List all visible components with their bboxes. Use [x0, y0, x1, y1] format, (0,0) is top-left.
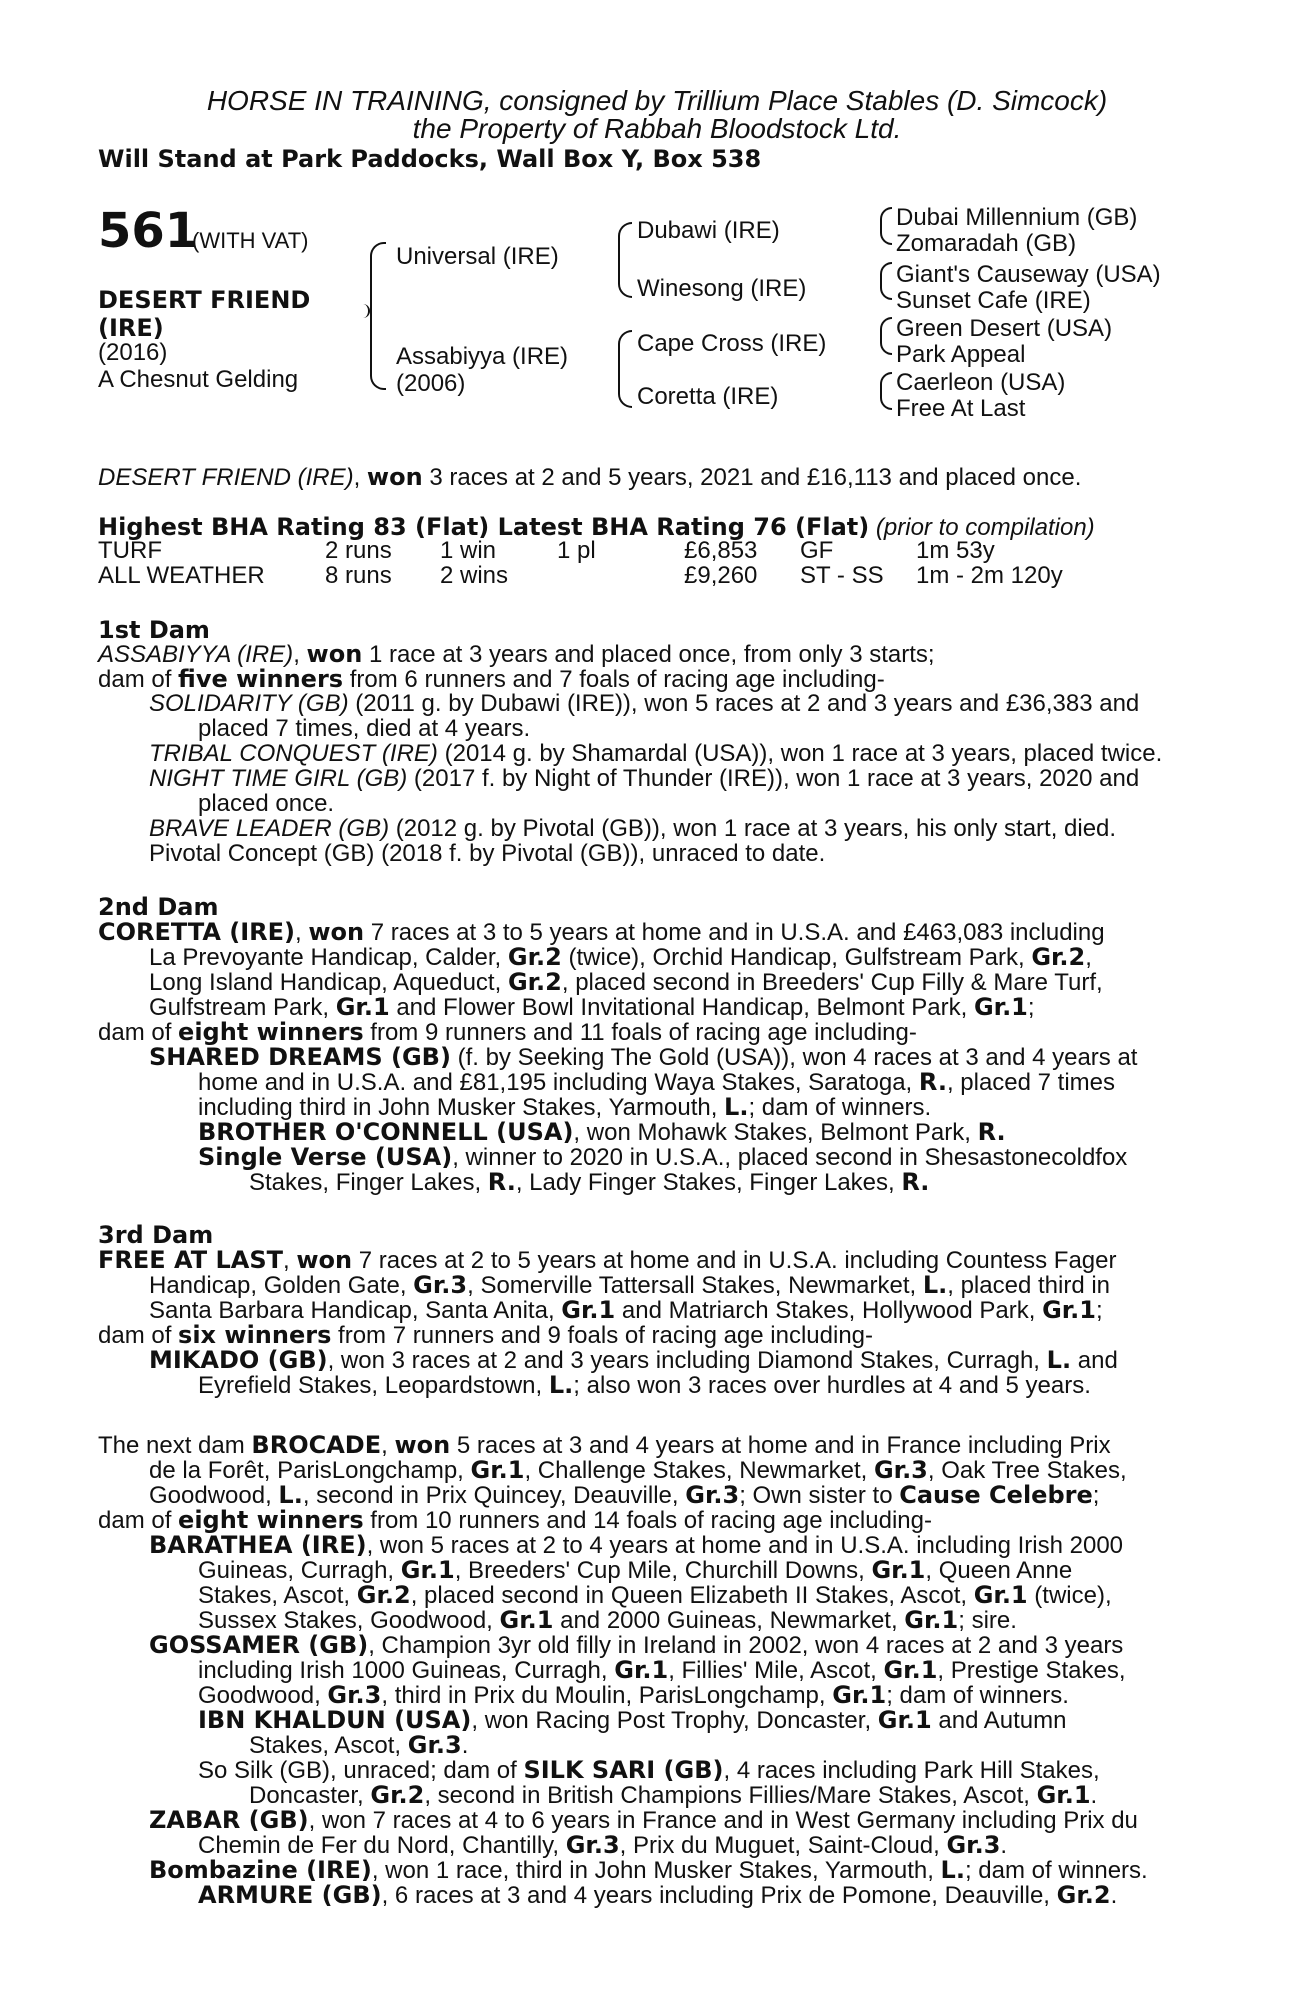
ggd-brace-1b	[880, 335, 892, 355]
progeny-night-time-girl	[149, 766, 1139, 792]
turf-distance: 1m 53y	[916, 537, 995, 564]
progeny-ibn-khaldun-cont	[249, 1732, 468, 1759]
grade: Gr.3	[873, 1456, 928, 1484]
t: , winner to 2020 in U.S.A., placed second in Shesastonecoldfox	[452, 1144, 1128, 1171]
grade: Gr.1	[470, 1456, 525, 1484]
progeny-solidarity-cont: placed 7 times, died at 4 years.	[198, 715, 531, 742]
t: ,	[1085, 944, 1092, 971]
t: .	[1090, 1782, 1098, 1809]
grade: Gr.3	[685, 1481, 740, 1509]
progeny-name: SOLIDARITY (GB)	[149, 690, 349, 717]
horse-suffix: (IRE)	[98, 314, 164, 342]
grade: R.	[487, 1168, 516, 1196]
progeny-name: SHARED DREAMS (GB)	[149, 1043, 451, 1071]
turf-prize: £6,853	[684, 537, 758, 564]
consignor-line: HORSE IN TRAINING, consigned by Trillium Place Stables (D. Simcock)	[206, 85, 1108, 116]
t: and 2000 Guineas, Newmarket,	[553, 1607, 905, 1634]
grade: Gr.3	[407, 1731, 462, 1759]
t: 7 races at 2 to 5 years at home and in U.S.A. including Countess Fager	[352, 1247, 1117, 1274]
next-dam-line3	[149, 1482, 1099, 1509]
progeny-name: Bombazine (IRE)	[149, 1856, 372, 1884]
ggd-1: Green Desert (USA)	[896, 315, 1113, 342]
t: , Fillies' Mile, Ascot,	[668, 1657, 884, 1684]
grade: Gr.1	[1036, 1781, 1091, 1809]
progeny-name: TRIBAL CONQUEST (IRE)	[149, 740, 438, 767]
horse-name: DESERT FRIEND	[98, 286, 311, 314]
t: from 7 runners and 9 foals of racing age including-	[331, 1322, 874, 1349]
t: , won Mohawk Stakes, Belmont Park,	[573, 1119, 978, 1146]
grade: Gr.3	[413, 1271, 468, 1299]
dam-brace	[370, 312, 386, 390]
lot-number: 561	[98, 203, 199, 259]
winners-count: five winners	[178, 665, 344, 693]
t: , Prix du Muguet, Saint-Cloud,	[619, 1832, 947, 1859]
progeny-bombazine	[149, 1857, 1148, 1884]
t: , placed second in Queen Elizabeth II Stakes, Ascot,	[410, 1582, 974, 1609]
t: Handicap, Golden Gate,	[149, 1272, 414, 1299]
progeny-mikado-cont	[198, 1372, 1091, 1399]
t: , placed third in	[947, 1272, 1111, 1299]
t: dam of	[98, 1019, 179, 1046]
third-dam-produce	[98, 1322, 873, 1349]
progeny-text: (2014 g. by Shamardal (USA)), won 1 race at 3 years, placed twice.	[437, 740, 1163, 767]
turf-going: GF	[800, 537, 834, 564]
first-dam-record: 1 race at 3 years and placed once, from only 3 starts;	[362, 641, 935, 668]
grade: Gr.1	[973, 1581, 1028, 1609]
t: Santa Barbara Handicap, Santa Anita,	[149, 1297, 562, 1324]
t: including third in John Musker Stakes, Yarmouth,	[198, 1094, 725, 1121]
ggs-2: Zomaradah (GB)	[896, 230, 1077, 257]
t: (twice), Orchid Handicap, Gulfstream Park,	[561, 944, 1032, 971]
t: , Breeders' Cup Mile, Churchill Downs,	[454, 1557, 872, 1584]
t: (twice),	[1027, 1582, 1112, 1609]
t: Eyrefield Stakes, Leopardstown,	[198, 1372, 549, 1399]
progeny-shared-dreams-cont1	[198, 1069, 1115, 1096]
t: ,	[381, 1432, 395, 1459]
t: Doncaster,	[249, 1782, 371, 1809]
t: , Somerville Tattersall Stakes, Newmarket,	[467, 1272, 923, 1299]
progeny-shared-dreams-cont2	[198, 1094, 931, 1121]
t: , won 5 races at 2 to 4 years at home and in U.S.A. including Irish 2000	[366, 1532, 1124, 1559]
dam-of: dam of	[98, 666, 179, 693]
ggd-4: Free At Last	[896, 395, 1026, 422]
third-dam-name: FREE AT LAST	[98, 1246, 283, 1274]
summary-won: won	[366, 463, 423, 491]
grade: Gr.3	[946, 1831, 1001, 1859]
t: dam of	[98, 1507, 179, 1534]
aw-wins: 2 wins	[440, 562, 509, 589]
t: , placed second in Breeders' Cup Filly & Mare Turf,	[561, 969, 1103, 996]
t: Stakes, Ascot,	[249, 1732, 408, 1759]
ggs-1: Dubai Millennium (GB)	[896, 204, 1138, 231]
stand-location: Will Stand at Park Paddocks, Wall Box Y, Box 538	[98, 145, 762, 173]
progeny-gossamer-cont1	[198, 1657, 1126, 1684]
grade: Gr.1	[400, 1556, 455, 1584]
progeny-so-silk-cont	[249, 1782, 1097, 1809]
grade: L.	[922, 1271, 948, 1299]
grade: Gr.3	[327, 1681, 382, 1709]
dam-year: (2006)	[396, 370, 466, 397]
progeny-text: (2012 g. by Pivotal (GB)), won 1 race at 3 years, his only start, died.	[389, 815, 1117, 842]
t: .	[461, 1732, 469, 1759]
sire-dam: Winesong (IRE)	[637, 275, 807, 302]
t: and Autumn	[931, 1707, 1067, 1734]
t: , Lady Finger Stakes, Finger Lakes,	[515, 1169, 902, 1196]
won-word: won	[306, 640, 363, 668]
third-dam-line2	[149, 1272, 1110, 1299]
next-dam-line2	[149, 1457, 1127, 1484]
record-text: 7 races at 3 to 5 years at home and in U.S.A. and £463,083 including	[364, 919, 1105, 946]
t: , 4 races including Park Hill Stakes,	[723, 1757, 1100, 1784]
progeny-name: SILK SARI (GB)	[523, 1756, 724, 1784]
ggs-brace-2	[880, 262, 892, 282]
turf-surface: TURF	[98, 537, 162, 564]
next-dam-produce	[98, 1507, 932, 1534]
progeny-name: BRAVE LEADER (GB)	[149, 815, 390, 842]
ggs-3: Giant's Causeway (USA)	[896, 261, 1161, 288]
winners-count: six winners	[178, 1321, 332, 1349]
progeny-tribal-conquest	[149, 741, 1162, 767]
grade: Gr.2	[1031, 943, 1086, 971]
progeny-zabar-cont	[198, 1832, 1007, 1859]
sep: ,	[295, 919, 309, 946]
turf-wins: 1 win	[440, 537, 497, 564]
progeny-solidarity	[149, 691, 1139, 717]
grade: R.	[918, 1068, 947, 1096]
t: Stakes, Ascot,	[198, 1582, 357, 1609]
t: ;	[1092, 1482, 1100, 1509]
aw-distance: 1m - 2m 120y	[916, 562, 1063, 589]
won-word: won	[296, 1246, 353, 1274]
grade: L.	[548, 1371, 574, 1399]
t: , Challenge Stakes, Newmarket,	[524, 1457, 874, 1484]
progeny-gossamer	[149, 1632, 1123, 1659]
t: Goodwood,	[198, 1682, 328, 1709]
first-dam-name: ASSABIYYA (IRE)	[98, 641, 294, 668]
second-dam-produce	[98, 1019, 917, 1046]
progeny-single-verse-cont	[249, 1169, 929, 1196]
t: .	[1110, 1882, 1118, 1909]
summary-text: 3 races at 2 and 5 years, 2021 and £16,113 and placed once.	[422, 464, 1082, 491]
t: , Oak Tree Stakes,	[927, 1457, 1127, 1484]
ggs-brace-1	[880, 207, 892, 227]
won-word: won	[394, 1431, 451, 1459]
winners-count: eight winners	[178, 1018, 364, 1046]
t: Goodwood,	[149, 1482, 279, 1509]
progeny-name: Single Verse (USA)	[198, 1143, 453, 1171]
t: (f. by Seeking The Gold (USA)), won 4 races at 3 and 4 years at	[450, 1044, 1138, 1071]
aw-surface: ALL WEATHER	[98, 562, 265, 589]
progeny-barathea-cont1	[198, 1557, 1072, 1584]
grade: R.	[977, 1118, 1006, 1146]
dam-sire: Cape Cross (IRE)	[637, 330, 827, 357]
second-dam-line4	[149, 994, 1035, 1021]
won-word: won	[308, 918, 365, 946]
t: and	[1071, 1347, 1118, 1374]
grade: Gr.2	[507, 968, 562, 996]
t: ; dam of winners.	[748, 1094, 932, 1121]
winners-count: eight winners	[178, 1506, 364, 1534]
vat-note: (WITH VAT)	[192, 228, 309, 253]
t: , 6 races at 3 and 4 years including Prix de Pomone, Deauville,	[381, 1882, 1057, 1909]
t: Stakes, Finger Lakes,	[249, 1169, 488, 1196]
t: La Prevoyante Handicap, Calder,	[149, 944, 508, 971]
t: , placed 7 times	[946, 1069, 1116, 1096]
ggd-brace-2b	[880, 390, 892, 410]
grade: Gr.1	[877, 1706, 932, 1734]
aw-going: ST - SS	[800, 562, 884, 589]
grade: L.	[278, 1481, 303, 1509]
progeny-shared-dreams	[149, 1044, 1137, 1071]
t: from 9 runners and 11 foals of racing age including-	[363, 1019, 917, 1046]
grade: L.	[940, 1856, 965, 1884]
second-dam-line3	[149, 969, 1103, 996]
ggd-3: Caerleon (USA)	[896, 369, 1066, 396]
dam-line-brace-top	[618, 330, 632, 366]
t: ; dam of winners.	[886, 1682, 1069, 1709]
turf-runs: 2 runs	[325, 537, 392, 564]
grade: Gr.1	[614, 1656, 669, 1684]
progeny-name: MIKADO (GB)	[149, 1346, 328, 1374]
grade: Gr.2	[507, 943, 562, 971]
t: ; dam of winners.	[964, 1857, 1148, 1884]
sire-line-brace-bottom	[618, 256, 632, 298]
ggd-2: Park Appeal	[896, 341, 1026, 368]
second-dam-line2	[149, 944, 1092, 971]
ggd-brace-1	[880, 317, 892, 337]
ratings-note: (prior to compilation)	[875, 514, 1095, 541]
t: de la Forêt, ParisLongchamp,	[149, 1457, 471, 1484]
horse-description: A Chesnut Gelding	[98, 366, 299, 393]
grade: Gr.1	[1042, 1296, 1096, 1324]
t: Long Island Handicap, Aqueduct,	[149, 969, 508, 996]
progeny-name: ARMURE (GB)	[198, 1881, 382, 1909]
progeny-barathea	[149, 1532, 1123, 1559]
grade: Gr.2	[356, 1581, 411, 1609]
ggs-4: Sunset Cafe (IRE)	[896, 287, 1091, 314]
t: , won 3 races at 2 and 3 years including Diamond Stakes, Curragh,	[327, 1347, 1047, 1374]
third-dam-line3	[149, 1297, 1103, 1324]
t: , Queen Anne	[925, 1557, 1073, 1584]
t: from 10 runners and 14 foals of racing age including-	[363, 1507, 932, 1534]
ggd-brace-2	[880, 372, 892, 392]
progeny-barathea-cont2	[198, 1582, 1112, 1609]
second-dam-name: CORETTA (IRE)	[98, 918, 295, 946]
grade: Gr.1	[499, 1606, 554, 1634]
progeny-name: ZABAR (GB)	[149, 1806, 309, 1834]
turf-placed: 1 pl	[557, 537, 596, 564]
t: , second in Prix Quincey, Deauville,	[302, 1482, 686, 1509]
progeny-so-silk	[198, 1757, 1100, 1784]
grade: Gr.1	[904, 1606, 959, 1634]
t: Gulfstream Park,	[149, 994, 336, 1021]
sire-sire: Dubawi (IRE)	[637, 217, 780, 244]
grade: Gr.1	[871, 1556, 926, 1584]
progeny-name: NIGHT TIME GIRL (GB)	[149, 765, 408, 792]
progeny-night-time-girl-cont: placed once.	[198, 790, 335, 817]
progeny-text: (2017 f. by Night of Thunder (IRE)), won 1 race at 3 years, 2020 and	[407, 765, 1140, 792]
t: ;	[1027, 994, 1035, 1021]
progeny-gossamer-cont2	[198, 1682, 1069, 1709]
grade: Gr.1	[883, 1656, 938, 1684]
aw-runs: 8 runs	[325, 562, 392, 589]
progeny-text: (2011 g. by Dubawi (IRE)), won 5 races at 2 and 3 years and £36,383 and	[348, 690, 1140, 717]
t: 5 races at 3 and 4 years at home and in France including Prix	[450, 1432, 1111, 1459]
t: , third in Prix du Moulin, ParisLongchamp,	[381, 1682, 833, 1709]
t: dam of	[98, 1322, 179, 1349]
progeny-name: IBN KHALDUN (USA)	[198, 1706, 472, 1734]
sister-name: Cause Celebre	[899, 1481, 1093, 1509]
t: , won Racing Post Trophy, Doncaster,	[471, 1707, 878, 1734]
progeny-single-verse	[198, 1144, 1127, 1171]
foaling-year: (2016)	[98, 339, 168, 366]
grade: Gr.3	[565, 1831, 620, 1859]
dam-name: Assabiyya (IRE)	[396, 343, 569, 370]
sire-line-brace-top	[618, 222, 632, 258]
grade: L.	[1046, 1346, 1072, 1374]
grade: Gr.2	[1056, 1881, 1111, 1909]
t: ; sire.	[958, 1607, 1017, 1634]
sep: ,	[282, 1247, 297, 1274]
sire-brace	[370, 242, 386, 314]
t: and Matriarch Stakes, Hollywood Park,	[615, 1297, 1043, 1324]
next-dam-name: BROCADE	[251, 1431, 382, 1459]
grade: L.	[724, 1093, 749, 1121]
t: , second in British Champions Fillies/Mare Stakes, Ascot,	[424, 1782, 1037, 1809]
t: .	[1000, 1832, 1008, 1859]
sire-name: Universal (IRE)	[396, 243, 559, 270]
grade: R.	[901, 1168, 930, 1196]
t: , Prestige Stakes,	[937, 1657, 1126, 1684]
second-dam-line1	[98, 919, 1105, 946]
t: The next dam	[98, 1432, 252, 1459]
dam-dam: Coretta (IRE)	[637, 383, 779, 410]
progeny-brave-leader	[149, 816, 1116, 842]
dam-line-brace-bottom	[618, 364, 632, 408]
t: ;	[1096, 1297, 1103, 1324]
progeny-pivotal-concept: Pivotal Concept (GB) (2018 f. by Pivotal (GB)), unraced to date.	[149, 840, 826, 867]
sep: ,	[293, 641, 307, 668]
progeny-brother-oconnell	[198, 1119, 1006, 1146]
t: ; Own sister to	[739, 1482, 900, 1509]
progeny-armure	[198, 1882, 1117, 1909]
progeny-barathea-cont3	[198, 1607, 1017, 1634]
aw-prize: £9,260	[684, 562, 758, 589]
property-line: the Property of Rabbah Bloodstock Ltd.	[412, 113, 902, 144]
third-dam-line1	[98, 1247, 1117, 1274]
ratings-title: Highest BHA Rating 83 (Flat) Latest BHA Rating 76 (Flat)	[98, 513, 870, 541]
t: home and in U.S.A. and £81,195 including Waya Stakes, Saratoga,	[198, 1069, 919, 1096]
t: , Champion 3yr old filly in Ireland in 2002, won 4 races at 2 and 3 years	[368, 1632, 1124, 1659]
grade: Gr.1	[335, 993, 390, 1021]
t: and Flower Bowl Invitational Handicap, Belmont Park,	[389, 994, 974, 1021]
t: Sussex Stakes, Goodwood,	[198, 1607, 500, 1634]
t: including Irish 1000 Guineas, Curragh,	[198, 1657, 615, 1684]
t: ; also won 3 races over hurdles at 4 and 5 years.	[573, 1372, 1091, 1399]
progeny-name: GOSSAMER (GB)	[149, 1631, 369, 1659]
progeny-mikado	[149, 1347, 1118, 1374]
summary-horse: DESERT FRIEND (IRE)	[98, 464, 354, 491]
t: , won 1 race, third in John Musker Stakes, Yarmouth,	[371, 1857, 941, 1884]
race-summary: DESERT FRIEND (IRE), won 3 races at 2 and 5 years, 2021 and £16,113 and placed once.	[98, 463, 1082, 491]
progeny-zabar	[149, 1807, 1138, 1834]
t: , won 7 races at 4 to 6 years in France and in West Germany including Prix du	[308, 1807, 1138, 1834]
produce-text: from 6 runners and 7 foals of racing age including-	[343, 666, 885, 693]
main-brace-point	[358, 304, 370, 318]
t: So Silk (GB), unraced; dam of	[198, 1757, 524, 1784]
first-dam-heading: 1st Dam	[98, 616, 210, 644]
grade: Gr.1	[832, 1681, 887, 1709]
first-dam-produce	[98, 666, 885, 693]
third-dam-heading: 3rd Dam	[98, 1221, 214, 1249]
second-dam-heading: 2nd Dam	[98, 893, 219, 921]
t: Guineas, Curragh,	[198, 1557, 401, 1584]
grade: Gr.1	[561, 1296, 616, 1324]
progeny-name: BARATHEA (IRE)	[149, 1531, 367, 1559]
grade: Gr.2	[370, 1781, 425, 1809]
grade: Gr.1	[973, 993, 1028, 1021]
ggs-brace-1b	[880, 225, 892, 245]
progeny-name: BROTHER O'CONNELL (USA)	[198, 1118, 574, 1146]
first-dam-line	[98, 641, 935, 668]
next-dam-line1	[98, 1432, 1111, 1459]
ggs-brace-2b	[880, 280, 892, 300]
progeny-ibn-khaldun	[198, 1707, 1066, 1734]
t: Chemin de Fer du Nord, Chantilly,	[198, 1832, 566, 1859]
